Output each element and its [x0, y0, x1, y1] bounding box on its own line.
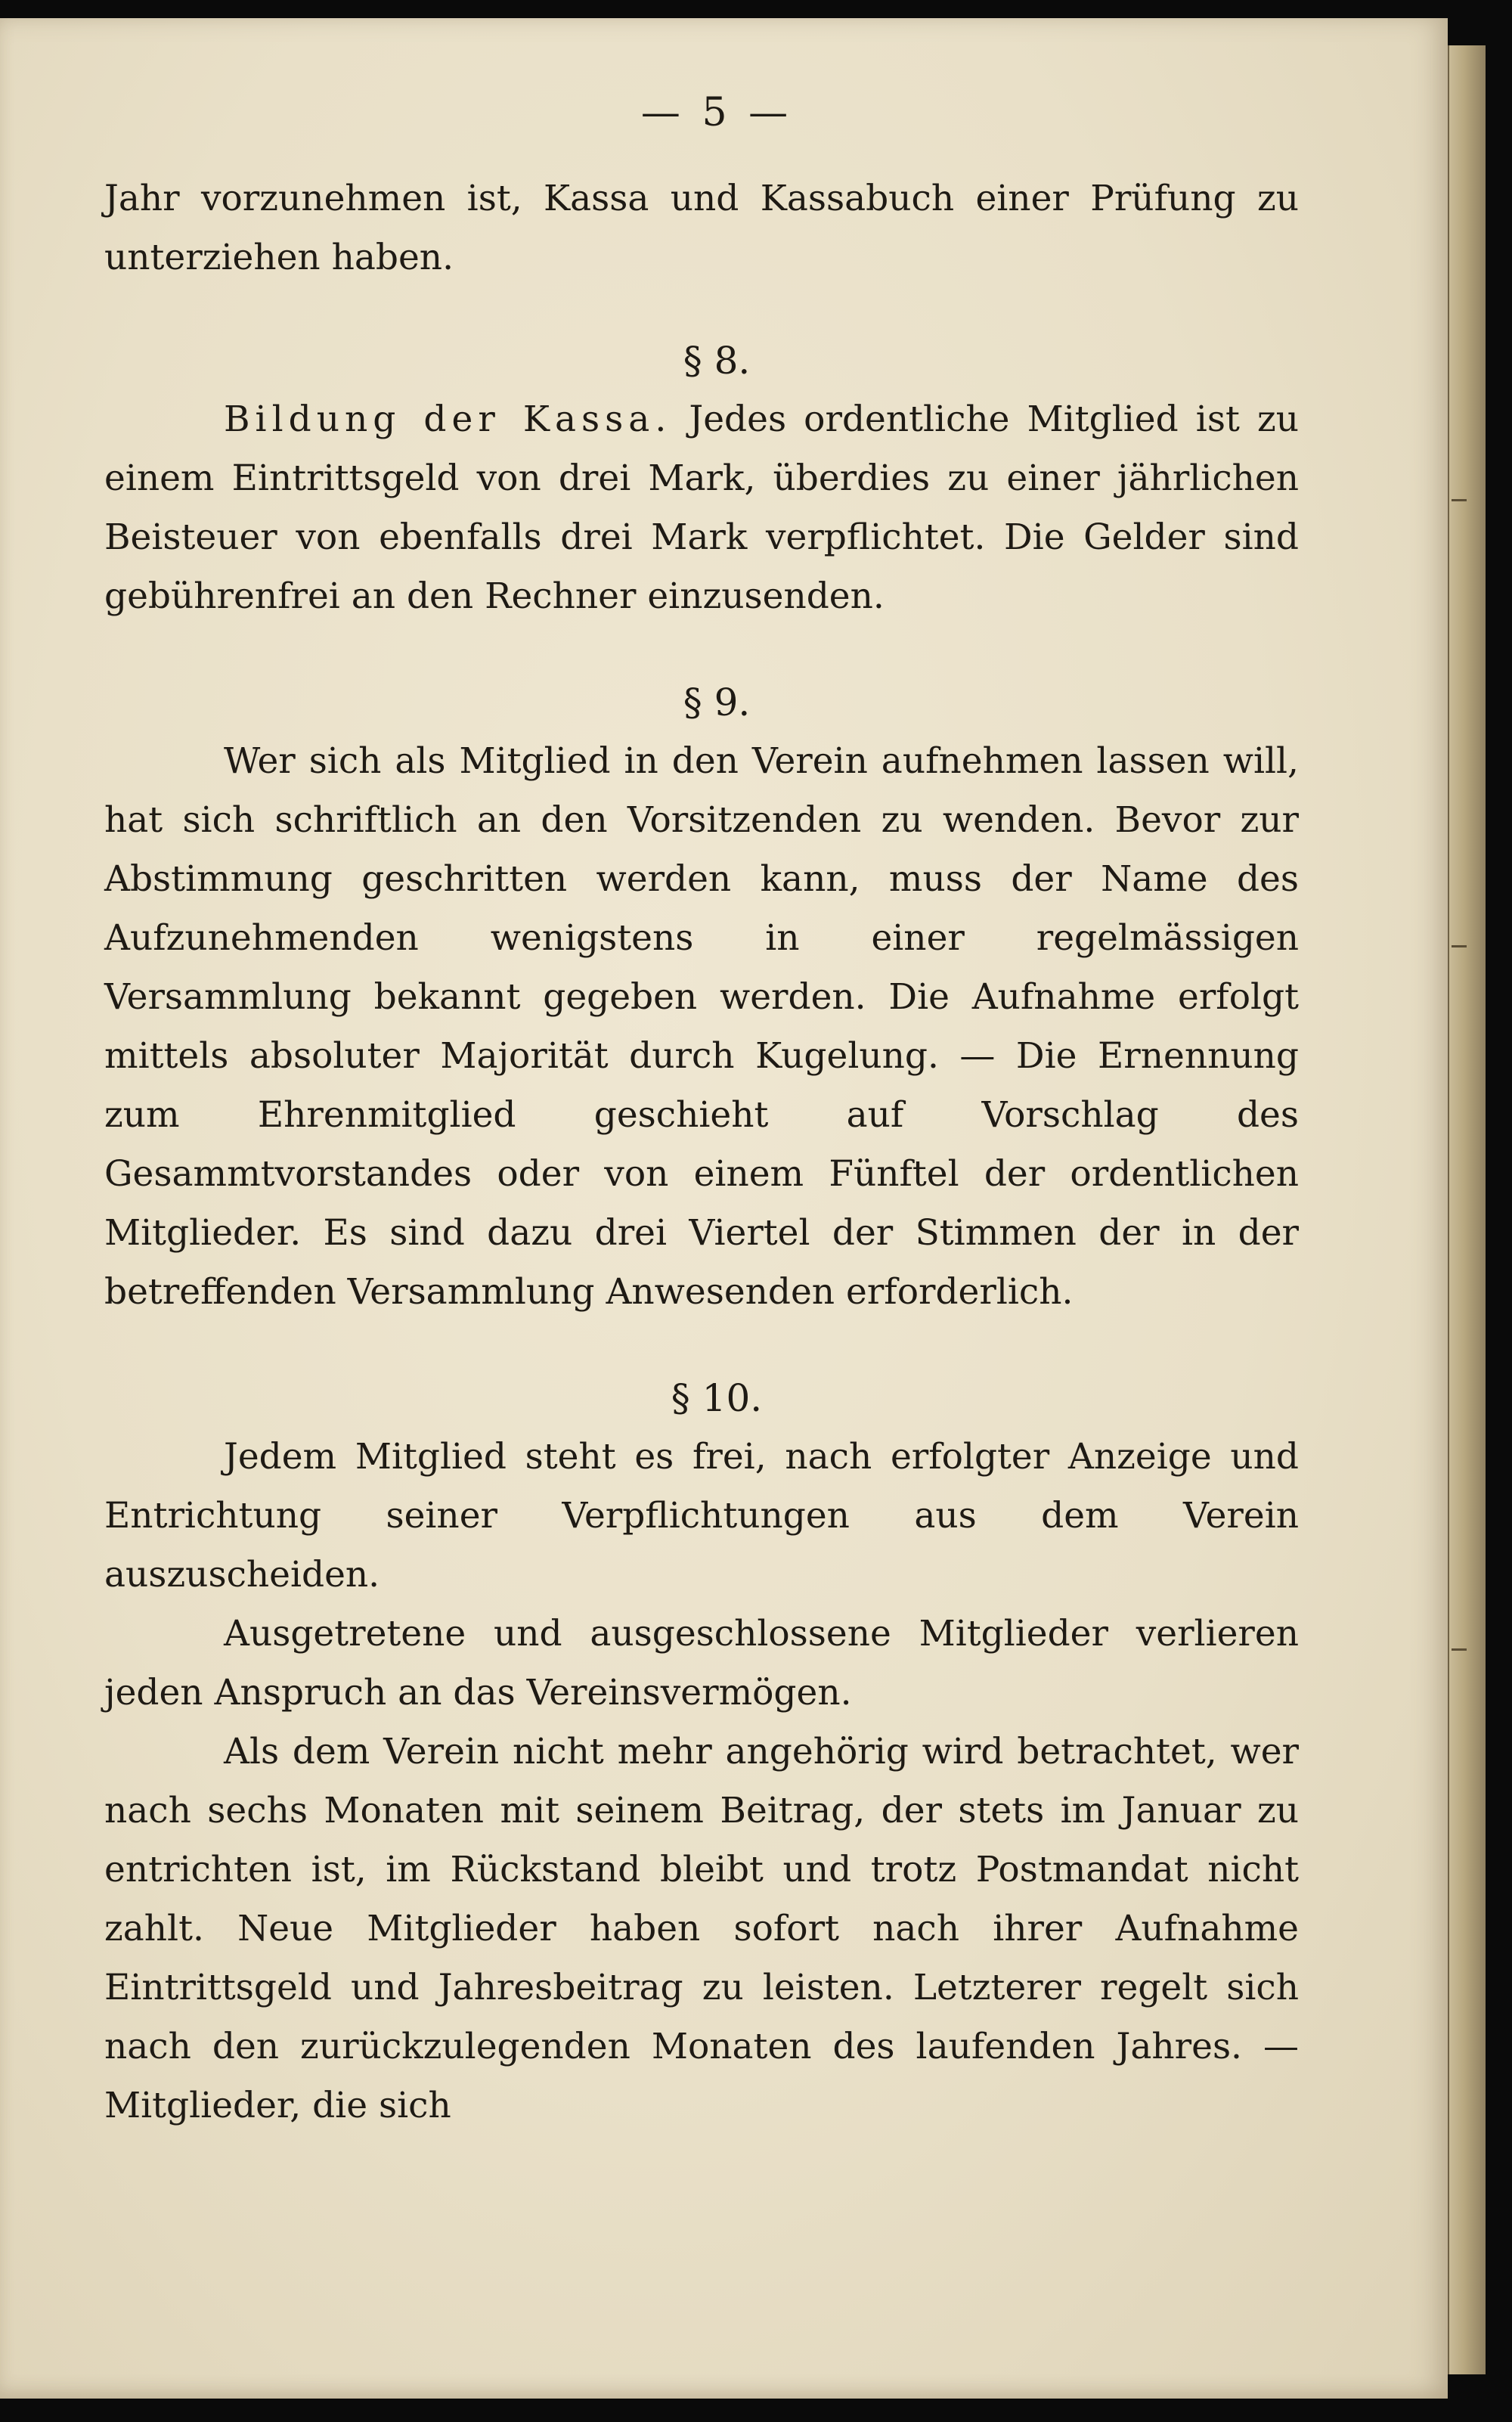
book-page — [0, 18, 1448, 2399]
section-8-heading: § 8. — [683, 339, 751, 383]
spine-mark — [1452, 499, 1467, 501]
section-9-paragraph: Wer sich als Mitglied in den Verein aufnehmen lassen will, hat sich schriftlich an den Vorsitzenden zu wenden. Bevor zur Abstimmung geschritten werden kann, muss der Name des Aufzunehmenden wenigstens in einer regelmässigen Versammlung bekannt gegeben werden. Die Aufnahme erfolgt mittels absoluter Majorität durch Kugelung. — Die Ernennung zum Ehrenmitglied geschieht auf Vorschlag des Gesammtvorstandes oder von einem Fünftel der ordentlichen Mitglieder. Es sind dazu drei Viertel der Stimmen der in der betreffenden Versammlung Anwesenden erforderlich. — [104, 740, 1299, 1313]
spine-mark — [1452, 1648, 1467, 1651]
section-10-heading: § 10. — [671, 1376, 763, 1420]
page-text-block — [104, 79, 1299, 2135]
section-9-heading: § 9. — [683, 681, 751, 724]
book-spine-edge — [1448, 45, 1486, 2374]
spine-mark — [1452, 945, 1467, 947]
page-number: — 5 — — [640, 90, 793, 135]
section-8-paragraph — [104, 390, 1299, 626]
section-8-body: Jedes ordentliche Mitglied ist zu einem Eintrittsgeld von drei Mark, überdies zu einer jährlichen Beisteuer von ebenfalls drei Mark verpflichtet. Die Gelder sind gebührenfrei an den Rechner einzusenden. — [104, 398, 1299, 617]
section-10-paragraph-1: Jedem Mitglied steht es frei, nach erfolgter Anzeige und Entrichtung seiner Verpflichtungen aus dem Verein auszuscheiden. — [104, 1436, 1299, 1596]
intro-paragraph: Jahr vorzunehmen ist, Kassa und Kassabuch einer Prüfung zu unterziehen haben. — [104, 178, 1299, 278]
section-10-paragraph-3: Als dem Verein nicht mehr angehörig wird betrachtet, wer nach sechs Monaten mit seinem Beitrag, der stets im Januar zu entrichten ist, im Rückstand bleibt und trotz Postmandat nicht zahlt. Neue Mitglieder haben sofort nach ihrer Aufnahme Eintrittsgeld und Jahresbeitrag zu leisten. Letzterer regelt sich nach den zurückzulegenden Monaten des laufenden Jahres. — Mitglieder, die sich — [104, 1731, 1299, 2126]
section-8-lead: Bildung der Kassa. — [224, 398, 672, 440]
section-10-paragraph-2: Ausgetretene und ausgeschlossene Mitglieder verlieren jeden Anspruch an das Vereinsvermögen. — [104, 1613, 1299, 1713]
